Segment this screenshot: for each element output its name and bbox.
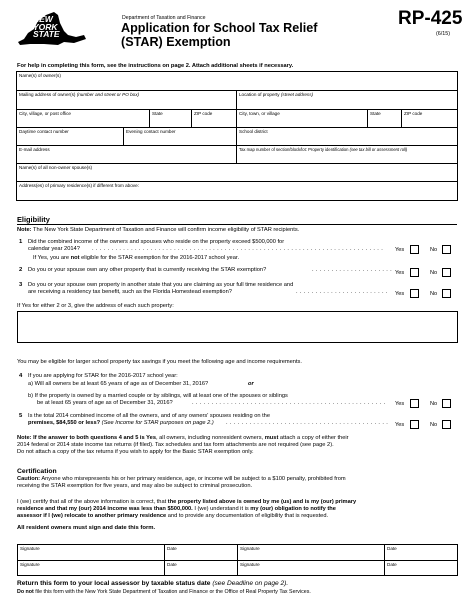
school-district-field[interactable]: [237, 128, 458, 146]
income-note-label: Note:: [17, 435, 32, 441]
evening-contact-label: Evening contact number: [126, 129, 176, 134]
q1-sub-a: If Yes, you are: [33, 255, 71, 261]
q4-no-label: No: [430, 401, 438, 407]
return-instruction: [17, 580, 288, 587]
q4b-line2: be at least 65 years of age as of December 31, 2016?: [37, 399, 173, 406]
signature-field-4[interactable]: [238, 561, 385, 576]
caution-line1: Anyone who misrepresents his or her primary residence, age, or income will be subject to a $100 penalty, prohibited from: [40, 476, 346, 482]
date-field-4[interactable]: [385, 561, 458, 576]
q5-number: 5: [19, 413, 23, 419]
date-field-3[interactable]: [165, 561, 238, 576]
q4-yes-checkbox[interactable]: [410, 399, 419, 408]
q2-number: 2: [19, 267, 23, 273]
help-text: For help in completing this form, see the instructions on page 2. Attach additional sheets if necessary.: [17, 63, 294, 69]
owners-name-field[interactable]: [17, 72, 458, 91]
date-label-1: Date: [167, 546, 177, 551]
q5-no-label: No: [430, 422, 438, 428]
property-location-label: Location of property: [239, 92, 280, 97]
q1-yes-checkbox[interactable]: [410, 245, 419, 254]
logo-text-york: YORK: [33, 21, 58, 32]
q5-no-checkbox[interactable]: [442, 420, 451, 429]
mailing-address-label: Mailing address of owner(s): [19, 92, 76, 97]
date-label-3: Date: [167, 562, 177, 567]
property-zip-label: ZIP code: [404, 111, 423, 116]
q1-leader: . . . . . . . . . . . . . . . . . . . . . . . . . . . . . . . . . . . . . . . . . . . . . . . . . . . . . . . . . . . . . . . . . . . . . . . . . . .: [92, 246, 384, 252]
q4-leader: . . . . . . . . . . . . . . . . . . . . . . . . . . . . . . . . . . . . . . . . . . . . . . . . . .: [192, 400, 386, 406]
q2-yes-label: Yes: [395, 270, 405, 276]
property-city-label: City, town, or village: [239, 111, 280, 116]
date-field-2[interactable]: [385, 545, 458, 561]
caution-label: Caution:: [17, 476, 41, 482]
date-label-2: Date: [387, 546, 397, 551]
signature-label-1: Signature: [20, 546, 40, 551]
q3-leader: . . . . . . . . . . . . . . . . . . . . . . . .: [296, 289, 388, 295]
eligibility-note-label: Note:: [17, 227, 32, 233]
q3-yes-label: Yes: [395, 291, 405, 297]
q4a-or: or: [248, 381, 254, 387]
q1-no-checkbox[interactable]: [442, 245, 451, 254]
property-location-field[interactable]: [237, 91, 458, 110]
property-state-field[interactable]: [368, 110, 402, 128]
all-sign-text: All resident owners must sign and date this form.: [17, 525, 156, 531]
mailing-zip-label: ZIP code: [194, 111, 213, 116]
income-note-line2: 2014 federal or 2014 state income tax returns (if filed). Tax schedules and tax form attachments are not required (see page 2).: [17, 441, 334, 448]
income-note-b: Yes: [146, 435, 156, 441]
q3-number: 3: [19, 282, 23, 288]
q3-line2: are receiving a residency tax benefit, such as the Florida Homestead exemption?: [28, 288, 232, 295]
mailing-zip-field[interactable]: [192, 110, 237, 128]
department-name: Department of Taxation and Finance: [122, 15, 206, 21]
daytime-contact-label: Daytime contact number: [19, 129, 69, 134]
eligibility-heading: Eligibility: [17, 215, 50, 224]
income-note-d: must: [264, 435, 279, 441]
property-city-field[interactable]: [237, 110, 368, 128]
caution-line2: receiving the STAR exemption for five years, and may also be subject to criminal prosecution.: [17, 482, 253, 489]
form-title-line2: (STAR) Exemption: [121, 35, 231, 49]
cert-line2a: residence and that my (our) 2014 income was less than $500,000.: [17, 505, 193, 512]
email-label: E-mail address: [19, 147, 50, 152]
signature-field-1[interactable]: [18, 545, 165, 561]
q4b-line1: b) If the property is owned by a married couple or by siblings, will at least one of the spouses or siblings: [28, 393, 288, 399]
q5-yes-label: Yes: [395, 422, 405, 428]
income-note-line3: Do not attach a copy of the tax returns if you wish to apply for the Basic STAR exemption only.: [17, 448, 254, 455]
non-owner-spouse-field[interactable]: [17, 164, 458, 182]
certification-heading: Certification: [17, 468, 57, 475]
q2-leader: . . . . . . . . . . . . . . . . . . . . .: [312, 267, 392, 273]
q4-line1: If you are applying for STAR for the 2016-2017 school year:: [28, 373, 178, 379]
date-label-4: Date: [387, 562, 397, 567]
return-a: Return this form to your local assessor by taxable status date: [17, 580, 211, 587]
q2-no-label: No: [430, 270, 438, 276]
q1-no-label: No: [430, 247, 438, 253]
q2-no-checkbox[interactable]: [442, 268, 451, 277]
income-note-e: attach a copy of either their: [278, 435, 349, 441]
cert-line1a: I (we) certify that all of the above information is correct, that: [17, 499, 168, 505]
q1-line2: calendar year 2014?: [28, 245, 80, 252]
income-note-c: , all owners, including nonresident owners,: [155, 435, 265, 441]
q3-no-checkbox[interactable]: [442, 289, 451, 298]
form-date: (6/15): [436, 31, 451, 37]
non-owner-spouse-label: Name(s) of all non-owner spouse(s): [19, 165, 93, 170]
email-field[interactable]: [17, 146, 237, 164]
cert-line2b: I (we) understand it is: [192, 505, 251, 512]
mailing-city-label: City, village, or post office: [19, 111, 71, 116]
logo-text-new: NEW: [33, 14, 53, 24]
q3-text: [28, 282, 293, 296]
q5-line2a: premises, $84,550 or less?: [28, 419, 101, 426]
signature-label-3: Signature: [20, 562, 40, 567]
q1-number: 1: [19, 239, 23, 245]
q5-line1: Is the total 2014 combined income of all the owners, and of any owners' spouses residing on the: [28, 413, 271, 419]
q3-no-label: No: [430, 291, 438, 297]
logo-text-state: STATE: [33, 29, 60, 40]
mailing-address-field[interactable]: [17, 91, 237, 110]
income-note-a: If the answer to both questions 4 and 5 is: [31, 435, 147, 441]
property-zip-field[interactable]: [402, 110, 458, 128]
certification-statement: [17, 499, 356, 520]
owner-info-grid: [16, 71, 458, 201]
q4-yes-label: Yes: [395, 401, 405, 407]
evening-contact-field[interactable]: [124, 128, 237, 146]
tax-map-field[interactable]: [237, 146, 458, 164]
primary-residence-field[interactable]: [17, 182, 458, 201]
cert-line3a: assessor if I (we) relocate to another primary residence: [17, 512, 167, 519]
form-title-line1: Application for School Tax Relief: [121, 21, 318, 35]
caution-text: [17, 476, 346, 490]
signature-field-3[interactable]: [18, 561, 165, 576]
q1-sub: [33, 255, 239, 262]
primary-residence-label: Address(es) of primary residence(s) if different from above:: [19, 183, 139, 188]
q1-yes-label: Yes: [395, 247, 405, 253]
signature-field-2[interactable]: [238, 545, 385, 561]
q1-sub-b: not: [70, 255, 80, 261]
eligibility-note: [17, 227, 299, 234]
eligibility-note-text: The New York State Department of Taxation and Finance will confirm income eligibility of STAR recipients.: [33, 227, 300, 233]
q3-sub: If Yes for either 2 or 3, give the address of each such property:: [17, 303, 174, 309]
q2-line1: Do you or your spouse own any other property that is currently receiving the STAR exemption?: [28, 267, 267, 273]
date-field-1[interactable]: [165, 545, 238, 561]
donot-b: file this form with the New York State Department of Taxation and Finance or the Office of Real Property Tax Services.: [33, 589, 311, 595]
property-state-label: State: [370, 111, 381, 116]
q3-line1: Do you or your spouse own property in another state that you are claiming as your full time residence and: [28, 282, 294, 288]
cert-line1b: the property listed above is owned by me (us) and is my (our) primary: [167, 499, 357, 505]
tax-map-label: Tax map number of section/block/lot: Property identification: [239, 147, 349, 152]
signature-grid: [17, 544, 458, 576]
eligibility-rule: [17, 224, 457, 225]
mailing-address-note: (number and street or PO box): [76, 92, 140, 97]
form-number: RP-425: [398, 8, 463, 29]
q5-leader: . . . . . . . . . . . . . . . . . . . . . . . . . . . . . . . . . . . . . . . . . .: [226, 420, 389, 426]
q3-yes-checkbox[interactable]: [410, 289, 419, 298]
signature-label-4: Signature: [240, 562, 260, 567]
return-b: (see Deadline on page 2).: [210, 580, 289, 587]
mailing-state-field[interactable]: [150, 110, 192, 128]
cert-line2c: my (our) obligation to notify the: [250, 505, 336, 512]
signature-label-2: Signature: [240, 546, 260, 551]
q5-line2b: (See Income for STAR purposes on page 2.): [100, 419, 214, 426]
q5-yes-checkbox[interactable]: [410, 420, 419, 429]
mailing-state-label: State: [152, 111, 163, 116]
q4-no-checkbox[interactable]: [442, 399, 451, 408]
owners-name-label: Name(s) of owner(s): [19, 73, 61, 78]
property-location-note: (street address): [280, 92, 314, 97]
daytime-contact-field[interactable]: [17, 128, 124, 146]
cert-line3b: and to provide any documentation of eligibility that is requested.: [166, 512, 329, 519]
q2-yes-checkbox[interactable]: [410, 268, 419, 277]
q1-sub-c: eligible for the STAR exemption for the 2016-2017 school year.: [79, 255, 240, 261]
school-district-label: School district: [239, 129, 268, 134]
tax-map-note: (see tax bill or assessment roll): [349, 147, 408, 152]
q4-number: 4: [19, 373, 23, 379]
donot-a: Do not: [17, 589, 34, 595]
q1-line1: Did the combined income of the owners and spouses who reside on the property exceed $500,000 for: [28, 239, 285, 245]
q4a-text: a) Will all owners be at least 65 years of age as of December 31, 2016?: [28, 381, 209, 387]
income-note: [17, 435, 349, 456]
donot-file-text: [17, 589, 311, 595]
mailing-city-field[interactable]: [17, 110, 150, 128]
nys-logo: [14, 9, 88, 47]
other-property-address-field[interactable]: [17, 311, 458, 343]
enhanced-intro: You may be eligible for larger school property tax savings if you meet the following age and income requirements.: [17, 359, 302, 365]
